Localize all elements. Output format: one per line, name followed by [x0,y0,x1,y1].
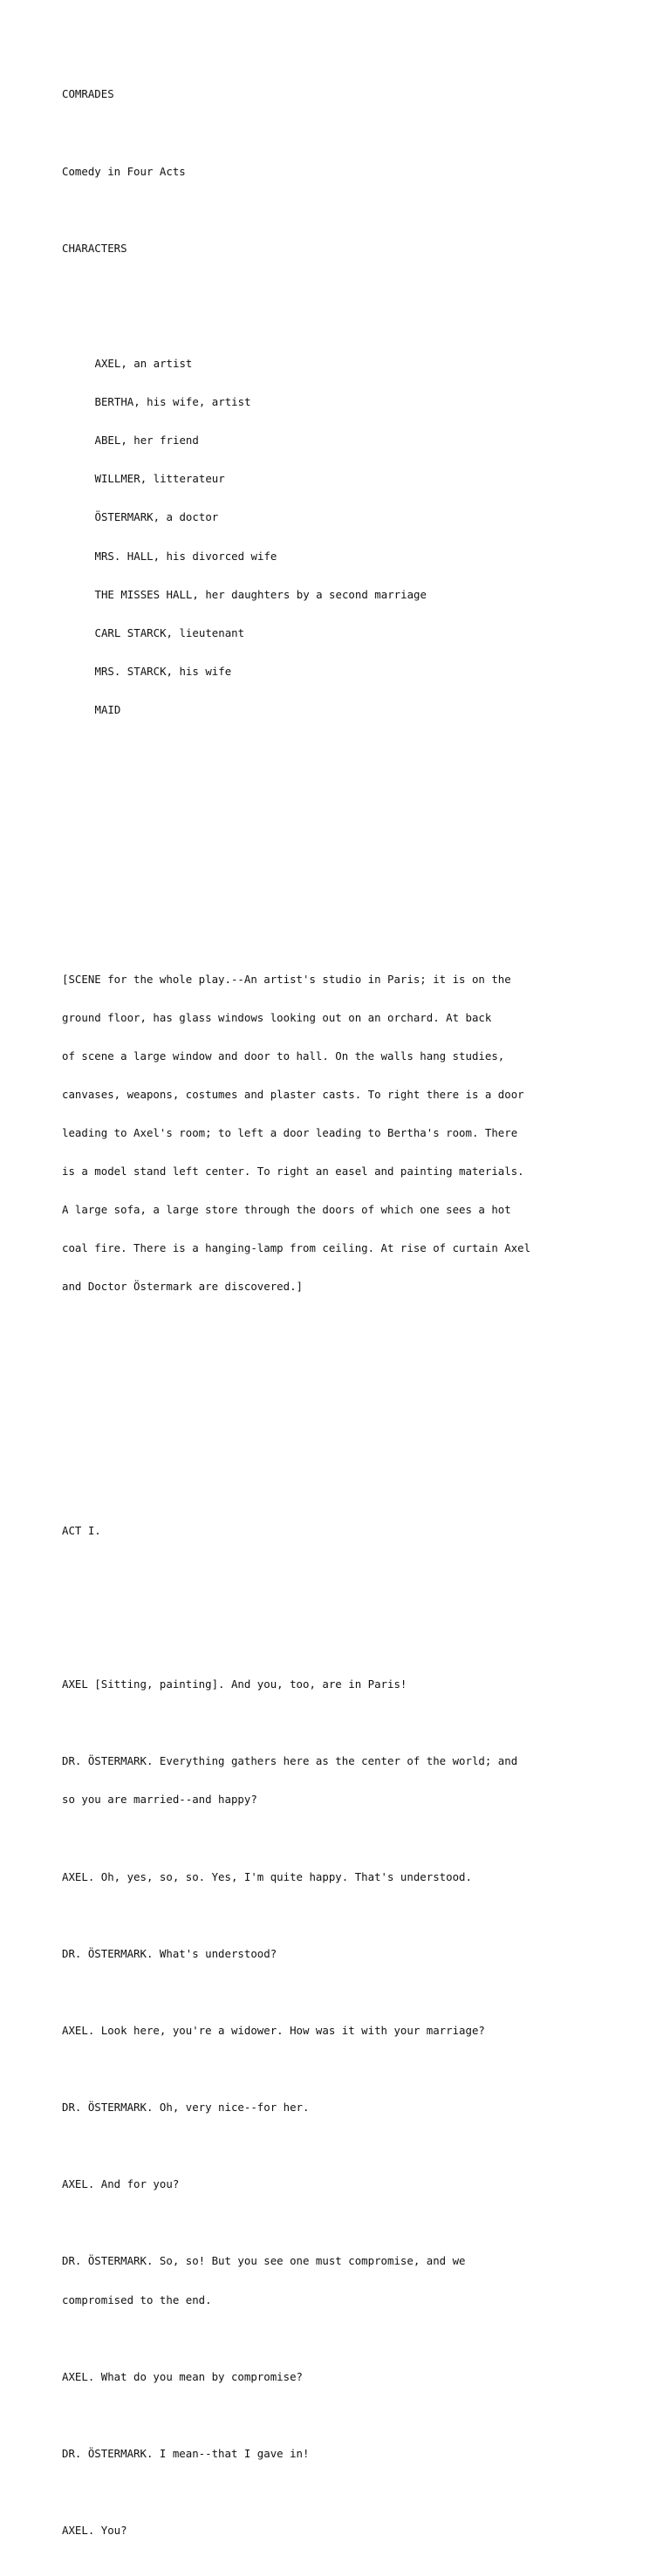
character-item: MAID [94,702,121,716]
dialogue-line: DR. ÖSTERMARK. What's understood? [62,1946,277,1960]
scene-line: coal fire. There is a hanging-lamp from ceiling. At rise of curtain Axel [62,1241,531,1255]
scene-line: canvases, weapons, costumes and plaster casts. To right there is a door [62,1087,524,1101]
dialogue-line: DR. ÖSTERMARK. Oh, very nice--for her. [62,2101,310,2115]
character-item: WILLMER, litterateur [94,472,225,486]
dialogue-line: DR. ÖSTERMARK. Everything gathers here as the center of the world; and [62,1754,518,1768]
scene-description [62,947,655,1319]
scene-line: ground floor, has glass windows looking out on an orchard. At back [62,1010,492,1024]
dialogue-line: compromised to the end. [62,2292,212,2306]
characters-heading: CHARACTERS [62,241,127,255]
scene-line: of scene a large window and door to hall. On the walls hang studies, [62,1049,505,1063]
play-subtitle: Comedy in Four Acts [62,164,186,178]
character-item: MRS. STARCK, his wife [94,664,232,678]
dialogue-line: so you are married--and happy? [62,1793,257,1807]
character-item: AXEL, an artist [94,357,193,371]
dialogue [62,1653,655,2564]
dialogue-line: AXEL. You? [62,2524,127,2538]
character-item: MRS. HALL, his divorced wife [94,549,277,563]
character-item: ÖSTERMARK, a doctor [94,510,219,524]
scene-line: [SCENE for the whole play.--An artist's studio in Paris; it is on the [62,972,511,986]
character-item: CARL STARCK, lieutenant [94,625,245,639]
dialogue-line: AXEL. Oh, yes, so, so. Yes, I'm quite happy. That's understood. [62,1869,472,1883]
act-heading: ACT I. [62,1523,101,1537]
dialogue-line: AXEL. And for you? [62,2177,180,2191]
character-item: ABEL, her friend [94,434,199,448]
dialogue-line: DR. ÖSTERMARK. So, so! But you see one must compromise, and we [62,2254,466,2268]
character-item: BERTHA, his wife, artist [94,395,251,409]
dialogue-line: AXEL. What do you mean by compromise? [62,2369,304,2383]
document-page [62,63,655,2576]
scene-line: is a model stand left center. To right an easel and painting materials. [62,1165,524,1179]
character-list [62,332,655,742]
scene-line: and Doctor Östermark are discovered.] [62,1280,304,1294]
play-title: COMRADES [62,87,114,101]
dialogue-line: AXEL [Sitting, painting]. And you, too, are in Paris! [62,1677,407,1691]
character-item: THE MISSES HALL, her daughters by a second marriage [94,587,427,601]
dialogue-line: AXEL. Look here, you're a widower. How was it with your marriage? [62,2023,485,2037]
scene-line: A large sofa, a large store through the doors of which one sees a hot [62,1203,511,1217]
scene-line: leading to Axel's room; to left a door leading to Bertha's room. There [62,1125,518,1139]
dialogue-line: DR. ÖSTERMARK. I mean--that I gave in! [62,2446,310,2460]
